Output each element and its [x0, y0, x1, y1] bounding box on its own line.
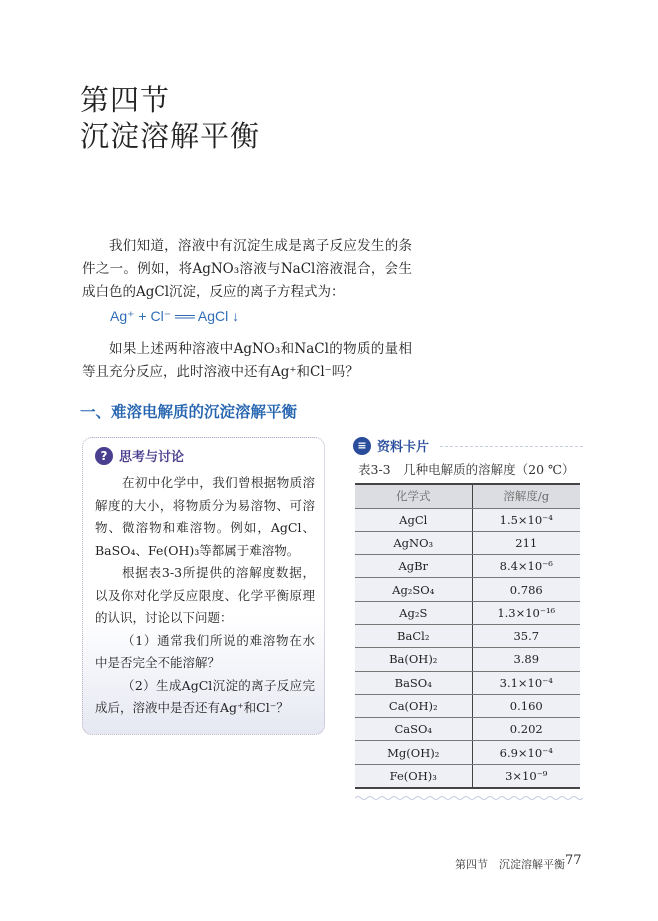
discussion-title: 思考与讨论 — [119, 450, 185, 465]
table-row — [355, 671, 580, 694]
discussion-paragraph-2: 根据表3-3所提供的溶解度数据，以及你对化学反应限度、化学平衡原理的认识，讨论以下问题： — [95, 565, 315, 625]
discussion-body — [95, 472, 315, 720]
table-row — [355, 694, 580, 717]
table-row — [355, 578, 580, 601]
intro-paragraph-2: 如果上述两种溶液中AgNO₃和NaCl的物质的量相等且充分反应，此时溶液中还有Ag⁺和Cl⁻吗？ — [82, 341, 412, 380]
solubility-cell: 8.4×10⁻⁶ — [472, 555, 580, 578]
formula-cell: Ba(OH)₂ — [355, 648, 472, 671]
formula-cell: Fe(OH)₃ — [355, 764, 472, 787]
solubility-cell: 0.160 — [472, 694, 580, 717]
formula-cell: Ag₂S — [355, 601, 472, 624]
discussion-question-1: （1）通常我们所说的难溶物在水中是否完全不能溶解？ — [95, 632, 315, 670]
solubility-table — [355, 483, 580, 789]
solubility-cell: 0.202 — [472, 718, 580, 741]
ionic-equation: Ag⁺ + Cl⁻ ══ AgCl ↓ — [110, 308, 240, 324]
document-icon: ≡ — [353, 437, 371, 455]
table-row — [355, 531, 580, 554]
formula-cell: Mg(OH)₂ — [355, 741, 472, 764]
formula-cell: BaCl₂ — [355, 624, 472, 647]
formula-cell: Ca(OH)₂ — [355, 694, 472, 717]
section-number: 第四节 — [80, 83, 171, 117]
solubility-cell: 0.786 — [472, 578, 580, 601]
solubility-cell: 1.5×10⁻⁴ — [472, 508, 580, 531]
discussion-paragraph-1: 在初中化学中，我们曾根据物质溶解度的大小，将物质分为易溶物、可溶物、微溶物和难溶物。例如，AgCl、BaSO₄、Fe(OH)₃等都属于难溶物。 — [95, 475, 315, 558]
table-row — [355, 718, 580, 741]
formula-cell: Ag₂SO₄ — [355, 578, 472, 601]
solubility-cell: 1.3×10⁻¹⁶ — [472, 601, 580, 624]
table-row — [355, 648, 580, 671]
wavy-divider — [355, 795, 583, 801]
section-title: 沉淀溶解平衡 — [80, 119, 261, 153]
table-row — [355, 741, 580, 764]
discussion-box — [82, 437, 325, 735]
table-row — [355, 764, 580, 787]
solubility-cell: 3.1×10⁻⁴ — [472, 671, 580, 694]
table-row — [355, 555, 580, 578]
info-card-title: 资料卡片 — [377, 440, 430, 455]
discussion-question-2: （2）生成AgCl沉淀的离子反应完成后，溶液中是否还有Ag⁺和Cl⁻？ — [95, 677, 315, 715]
column-header: 溶解度/g — [472, 484, 580, 508]
info-card-header — [353, 436, 429, 455]
page-number: 77 — [565, 853, 582, 868]
solubility-cell: 211 — [472, 531, 580, 554]
intro-paragraph-1: 我们知道，溶液中有沉淀生成是离子反应发生的条件之一。例如，将AgNO₃溶液与NaCl溶液混合，会生成白色的AgCl沉淀，反应的离子方程式为： — [82, 238, 412, 300]
formula-cell: AgNO₃ — [355, 531, 472, 554]
subsection-heading: 一、难溶电解质的沉淀溶解平衡 — [80, 403, 298, 421]
table-caption: 表3-3 几种电解质的溶解度（20 ℃） — [358, 462, 575, 477]
formula-cell: BaSO₄ — [355, 671, 472, 694]
formula-cell: AgBr — [355, 555, 472, 578]
solubility-cell: 35.7 — [472, 624, 580, 647]
column-header: 化学式 — [355, 484, 472, 508]
table-header-row — [355, 484, 580, 508]
table-row — [355, 601, 580, 624]
table-row — [355, 508, 580, 531]
discussion-header — [95, 446, 184, 465]
solubility-cell: 6.9×10⁻⁴ — [472, 741, 580, 764]
question-icon: ? — [95, 447, 113, 465]
solubility-cell: 3×10⁻⁹ — [472, 764, 580, 787]
solubility-cell: 3.89 — [472, 648, 580, 671]
divider — [440, 446, 583, 447]
running-head: 第四节 沉淀溶解平衡 — [455, 858, 565, 871]
table-row — [355, 624, 580, 647]
formula-cell: AgCl — [355, 508, 472, 531]
formula-cell: CaSO₄ — [355, 718, 472, 741]
